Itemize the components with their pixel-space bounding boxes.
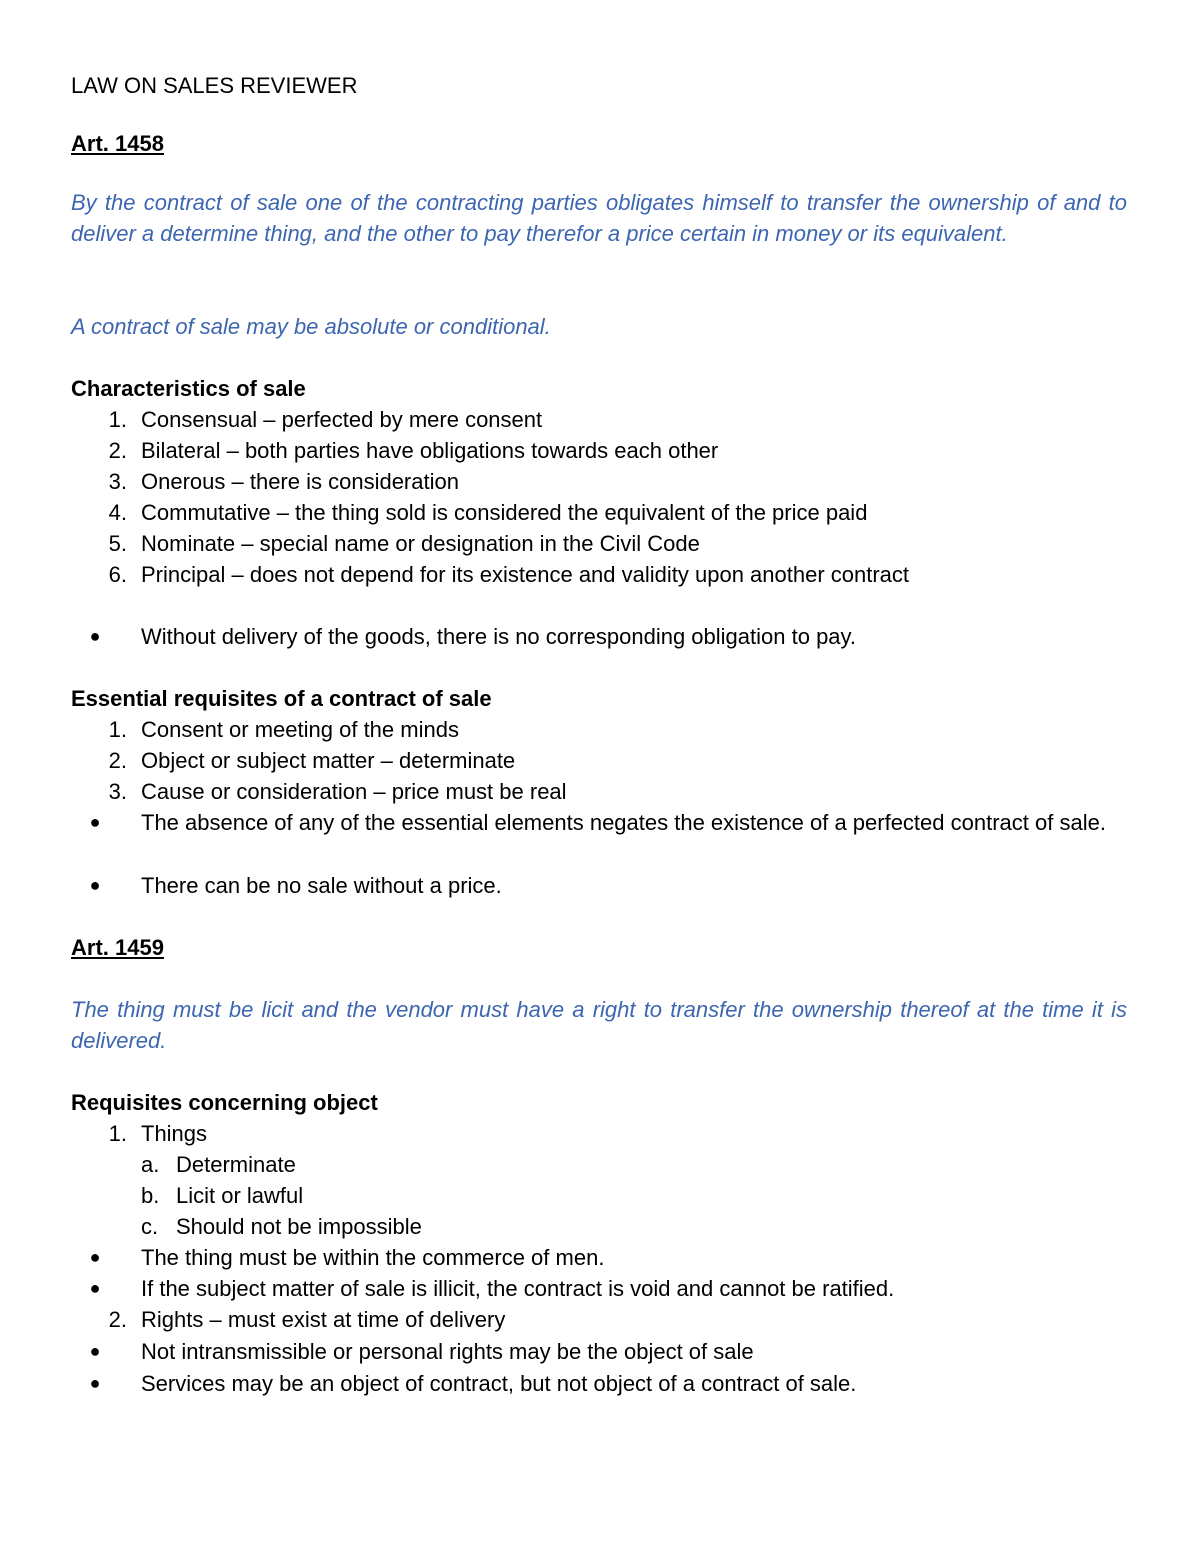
list-number: 2.: [108, 438, 127, 463]
bullet-icon: ●: [89, 1278, 101, 1298]
list-item-text: Without delivery of the goods, there is no corresponding obligation to pay.: [141, 624, 857, 649]
list-item-text: Nominate – special name or designation in the Civil Code: [141, 531, 700, 556]
article-1458-text: By the contract of sale one of the contracting parties obligates himself to transfer the ownership of and to deliver a determine thing, and the other to pay therefor a price certain in money or its equivalent.: [71, 190, 1127, 246]
list-number: 1.: [108, 407, 127, 432]
article-1458-text-2: A contract of sale may be absolute or conditional.: [71, 314, 551, 339]
list-number: 6.: [108, 562, 127, 587]
list-item-text: The absence of any of the essential elements negates the existence of a perfected contract of sale.: [141, 810, 1106, 835]
list-item-text: Onerous – there is consideration: [141, 469, 459, 494]
list-item-text: Not intransmissible or personal rights may be the object of sale: [141, 1339, 754, 1364]
list-item-text: Services may be an object of contract, but not object of a contract of sale.: [141, 1371, 857, 1396]
bullet-icon: ●: [89, 1373, 101, 1393]
list-item-text: Rights – must exist at time of delivery: [141, 1307, 506, 1332]
document-title: LAW ON SALES REVIEWER: [71, 73, 358, 98]
list-letter: c.: [141, 1214, 159, 1239]
bullet-icon: ●: [89, 875, 101, 895]
list-number: 4.: [108, 500, 127, 525]
list-number: 3.: [108, 779, 127, 804]
list-item-text: There can be no sale without a price.: [141, 873, 502, 898]
article-1459-text: The thing must be licit and the vendor must have a right to transfer the ownership thereof at the time it is delivered.: [71, 997, 1127, 1053]
list-item-text: The thing must be within the commerce of men.: [141, 1245, 605, 1270]
list-number: 2.: [108, 748, 127, 773]
list-item-text: Things: [141, 1121, 208, 1146]
bullet-icon: ●: [89, 1341, 101, 1361]
list-item-text: Bilateral – both parties have obligations towards each other: [141, 438, 719, 463]
bullet-icon: ●: [89, 1247, 101, 1267]
list-item-text: Licit or lawful: [176, 1183, 304, 1208]
essentials-heading: Essential requisites of a contract of sale: [71, 686, 492, 711]
list-item-text: Principal – does not depend for its existence and validity upon another contract: [141, 562, 910, 587]
list-item-text: Consensual – perfected by mere consent: [141, 407, 543, 432]
list-item-text: Object or subject matter – determinate: [141, 748, 516, 773]
article-1458-heading: Art. 1458: [71, 131, 164, 156]
list-number: 5.: [108, 531, 127, 556]
list-number: 3.: [108, 469, 127, 494]
list-number: 1.: [108, 1121, 127, 1146]
list-item-text: Consent or meeting of the minds: [141, 717, 459, 742]
list-number: 2.: [108, 1307, 127, 1332]
article-1459-heading: Art. 1459: [71, 935, 164, 960]
list-item-text: Determinate: [176, 1152, 296, 1177]
list-item-text: Should not be impossible: [176, 1214, 422, 1239]
list-item-text: Cause or consideration – price must be real: [141, 779, 567, 804]
list-item-text: Commutative – the thing sold is considered the equivalent of the price paid: [141, 500, 868, 525]
requisites-heading: Requisites concerning object: [71, 1090, 378, 1115]
list-letter: a.: [141, 1152, 160, 1177]
bullet-icon: ●: [89, 812, 101, 832]
list-number: 1.: [108, 717, 127, 742]
list-item-text: If the subject matter of sale is illicit, the contract is void and cannot be ratified.: [141, 1276, 895, 1301]
characteristics-heading: Characteristics of sale: [71, 376, 306, 401]
bullet-icon: ●: [89, 626, 101, 646]
list-letter: b.: [141, 1183, 160, 1208]
